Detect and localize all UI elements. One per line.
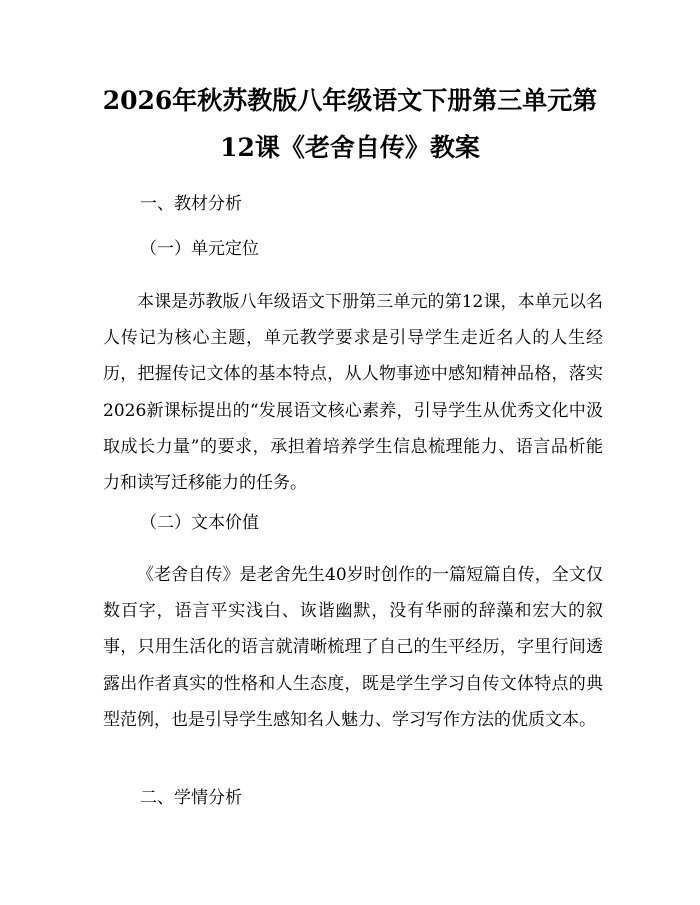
subsection-heading-unit-positioning: （一）单元定位 — [140, 239, 259, 259]
section-heading-learner-analysis: 二、学情分析 — [140, 788, 242, 808]
document-title-line-1: 2026年秋苏教版八年级语文下册第三单元第 — [102, 86, 598, 115]
paragraph-text-value: 《老舍自传》是老舍先生40岁时创作的一篇短篇自传，全文仅数百字，语言平实浅白、诙谐幽默，没有华丽的辞藻和宏大的叙事，只用生活化的语言就清晰梳理了自己的生平经历，字里行间透露出作者真实的性格和人生态度，既是学生学习自传文体特点的典型范例，也是引导学生感知名人魅力、学习写作方法的优质文本。 — [103, 565, 603, 730]
subsection-heading-text-value: （二）文本价值 — [140, 513, 259, 533]
document-title-line-2: 12课《老舍自传》教案 — [220, 133, 480, 162]
section-heading-textbook-analysis: 一、教材分析 — [140, 194, 242, 214]
paragraph-unit-positioning: 本课是苏教版八年级语文下册第三单元的第12课，本单元以名人传记为核心主题，单元教学要求是引导学生走近名人的人生经历，把握传记文体的基本特点，从人物事迹中感知精神品格，落实2026新课标提出的“发展语文核心素养，引导学生从优秀文化中汲取成长力量”的要求，承担着培养学生信息梳理能力、语言品析能力和读写迁移能力的任务。 — [103, 292, 603, 494]
